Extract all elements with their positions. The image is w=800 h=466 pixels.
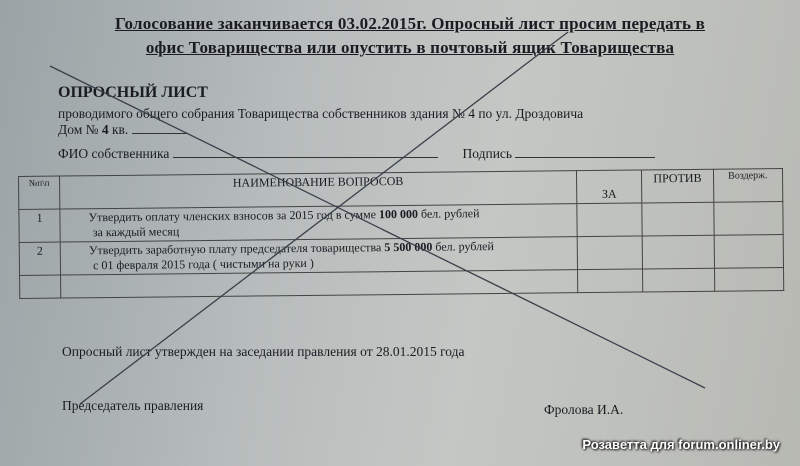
question-text-part: бел. рублей bbox=[417, 206, 480, 221]
col-header-abstain: Воздерж. bbox=[713, 168, 783, 202]
question-text-part: Утвердить заработную плату председателя товарищества bbox=[88, 240, 385, 258]
chairman-name: Фролова И.А. bbox=[544, 402, 624, 417]
chairman-label: Председатель правления bbox=[62, 398, 204, 413]
question-text-part: бел. рублей bbox=[432, 239, 494, 254]
watermark: Розаветта для forum.onliner.by bbox=[582, 437, 780, 452]
question-text-line2: с 01 февраля 2015 года ( чистыми на руки ) bbox=[93, 255, 314, 273]
voting-deadline-line2: офис Товарищества или опустить в почтовый ящик Товарищества bbox=[145, 38, 675, 57]
col-header-number: №п\п bbox=[19, 176, 61, 209]
cross-out-stroke-up bbox=[80, 32, 568, 404]
form-title: ОПРОСНЫЙ ЛИСТ bbox=[58, 84, 208, 101]
cross-out-stroke-down bbox=[50, 66, 705, 388]
question-amount: 100 000 bbox=[378, 206, 419, 222]
question-amount: 5 500 000 bbox=[384, 239, 433, 255]
house-number: 4 bbox=[101, 122, 109, 137]
voting-deadline-line1: Голосование заканчивается 03.02.2015г. Опросный лист просим передать в bbox=[114, 14, 706, 33]
col-header-for: ЗА bbox=[576, 170, 642, 204]
approval-note: Опросный лист утвержден на заседании правления от 28.01.2015 года bbox=[62, 344, 465, 359]
question-text-part: Утвердить оплату членских взносов за 2015 год в сумме bbox=[88, 207, 380, 225]
house-label: Дом № bbox=[58, 122, 99, 137]
signature-label: Подпись bbox=[462, 146, 513, 161]
owner-label: ФИО собственника bbox=[58, 146, 170, 161]
apartment-label: кв. bbox=[112, 122, 129, 137]
col-header-against: ПРОТИВ bbox=[642, 169, 714, 203]
row-number: 1 bbox=[19, 209, 61, 242]
col-header-question: НАИМЕНОВАНИЕ ВОПРОСОВ bbox=[60, 171, 577, 209]
question-text-line2: за каждый месяц bbox=[92, 224, 180, 240]
form-subtitle: проводимого общего собрания Товарищества собственников здания № 4 по ул. Дроздовича bbox=[58, 106, 584, 121]
row-number: 2 bbox=[19, 242, 61, 275]
